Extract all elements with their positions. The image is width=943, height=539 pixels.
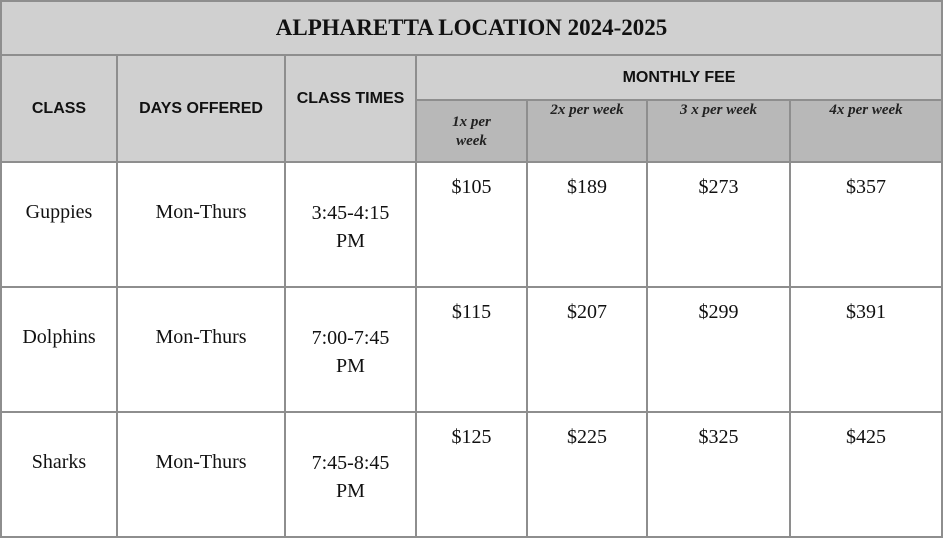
header-freq-4x: 4x per week [790,100,942,162]
header-days-offered: DAYS OFFERED [117,55,285,162]
days-offered: Mon-Thurs [117,287,285,412]
table-title: ALPHARETTA LOCATION 2024-2025 [1,1,942,55]
class-name: Dolphins [1,287,117,412]
class-name: Guppies [1,162,117,287]
header-monthly-fee: MONTHLY FEE [416,55,942,100]
days-offered: Mon-Thurs [117,412,285,537]
days-offered: Mon-Thurs [117,162,285,287]
fee-1x: $105 [416,162,527,287]
table-row [1,162,942,287]
table-row [1,412,942,537]
fee-3x: $299 [647,287,790,412]
table-row [1,287,942,412]
class-time: 7:00-7:45 PM [285,287,416,412]
header-class: CLASS [1,55,117,162]
header-freq-1x: 1x per week [416,100,527,162]
header-freq-3x: 3 x per week [647,100,790,162]
fee-2x: $207 [527,287,647,412]
fee-4x: $357 [790,162,942,287]
header-freq-2x: 2x per week [527,100,647,162]
class-name: Sharks [1,412,117,537]
fee-4x: $425 [790,412,942,537]
fee-2x: $189 [527,162,647,287]
fee-1x: $125 [416,412,527,537]
fee-1x: $115 [416,287,527,412]
fee-3x: $325 [647,412,790,537]
fee-4x: $391 [790,287,942,412]
fee-3x: $273 [647,162,790,287]
header-class-times: CLASS TIMES [285,55,416,162]
fee-2x: $225 [527,412,647,537]
class-time: 3:45-4:15 PM [285,162,416,287]
class-time: 7:45-8:45 PM [285,412,416,537]
